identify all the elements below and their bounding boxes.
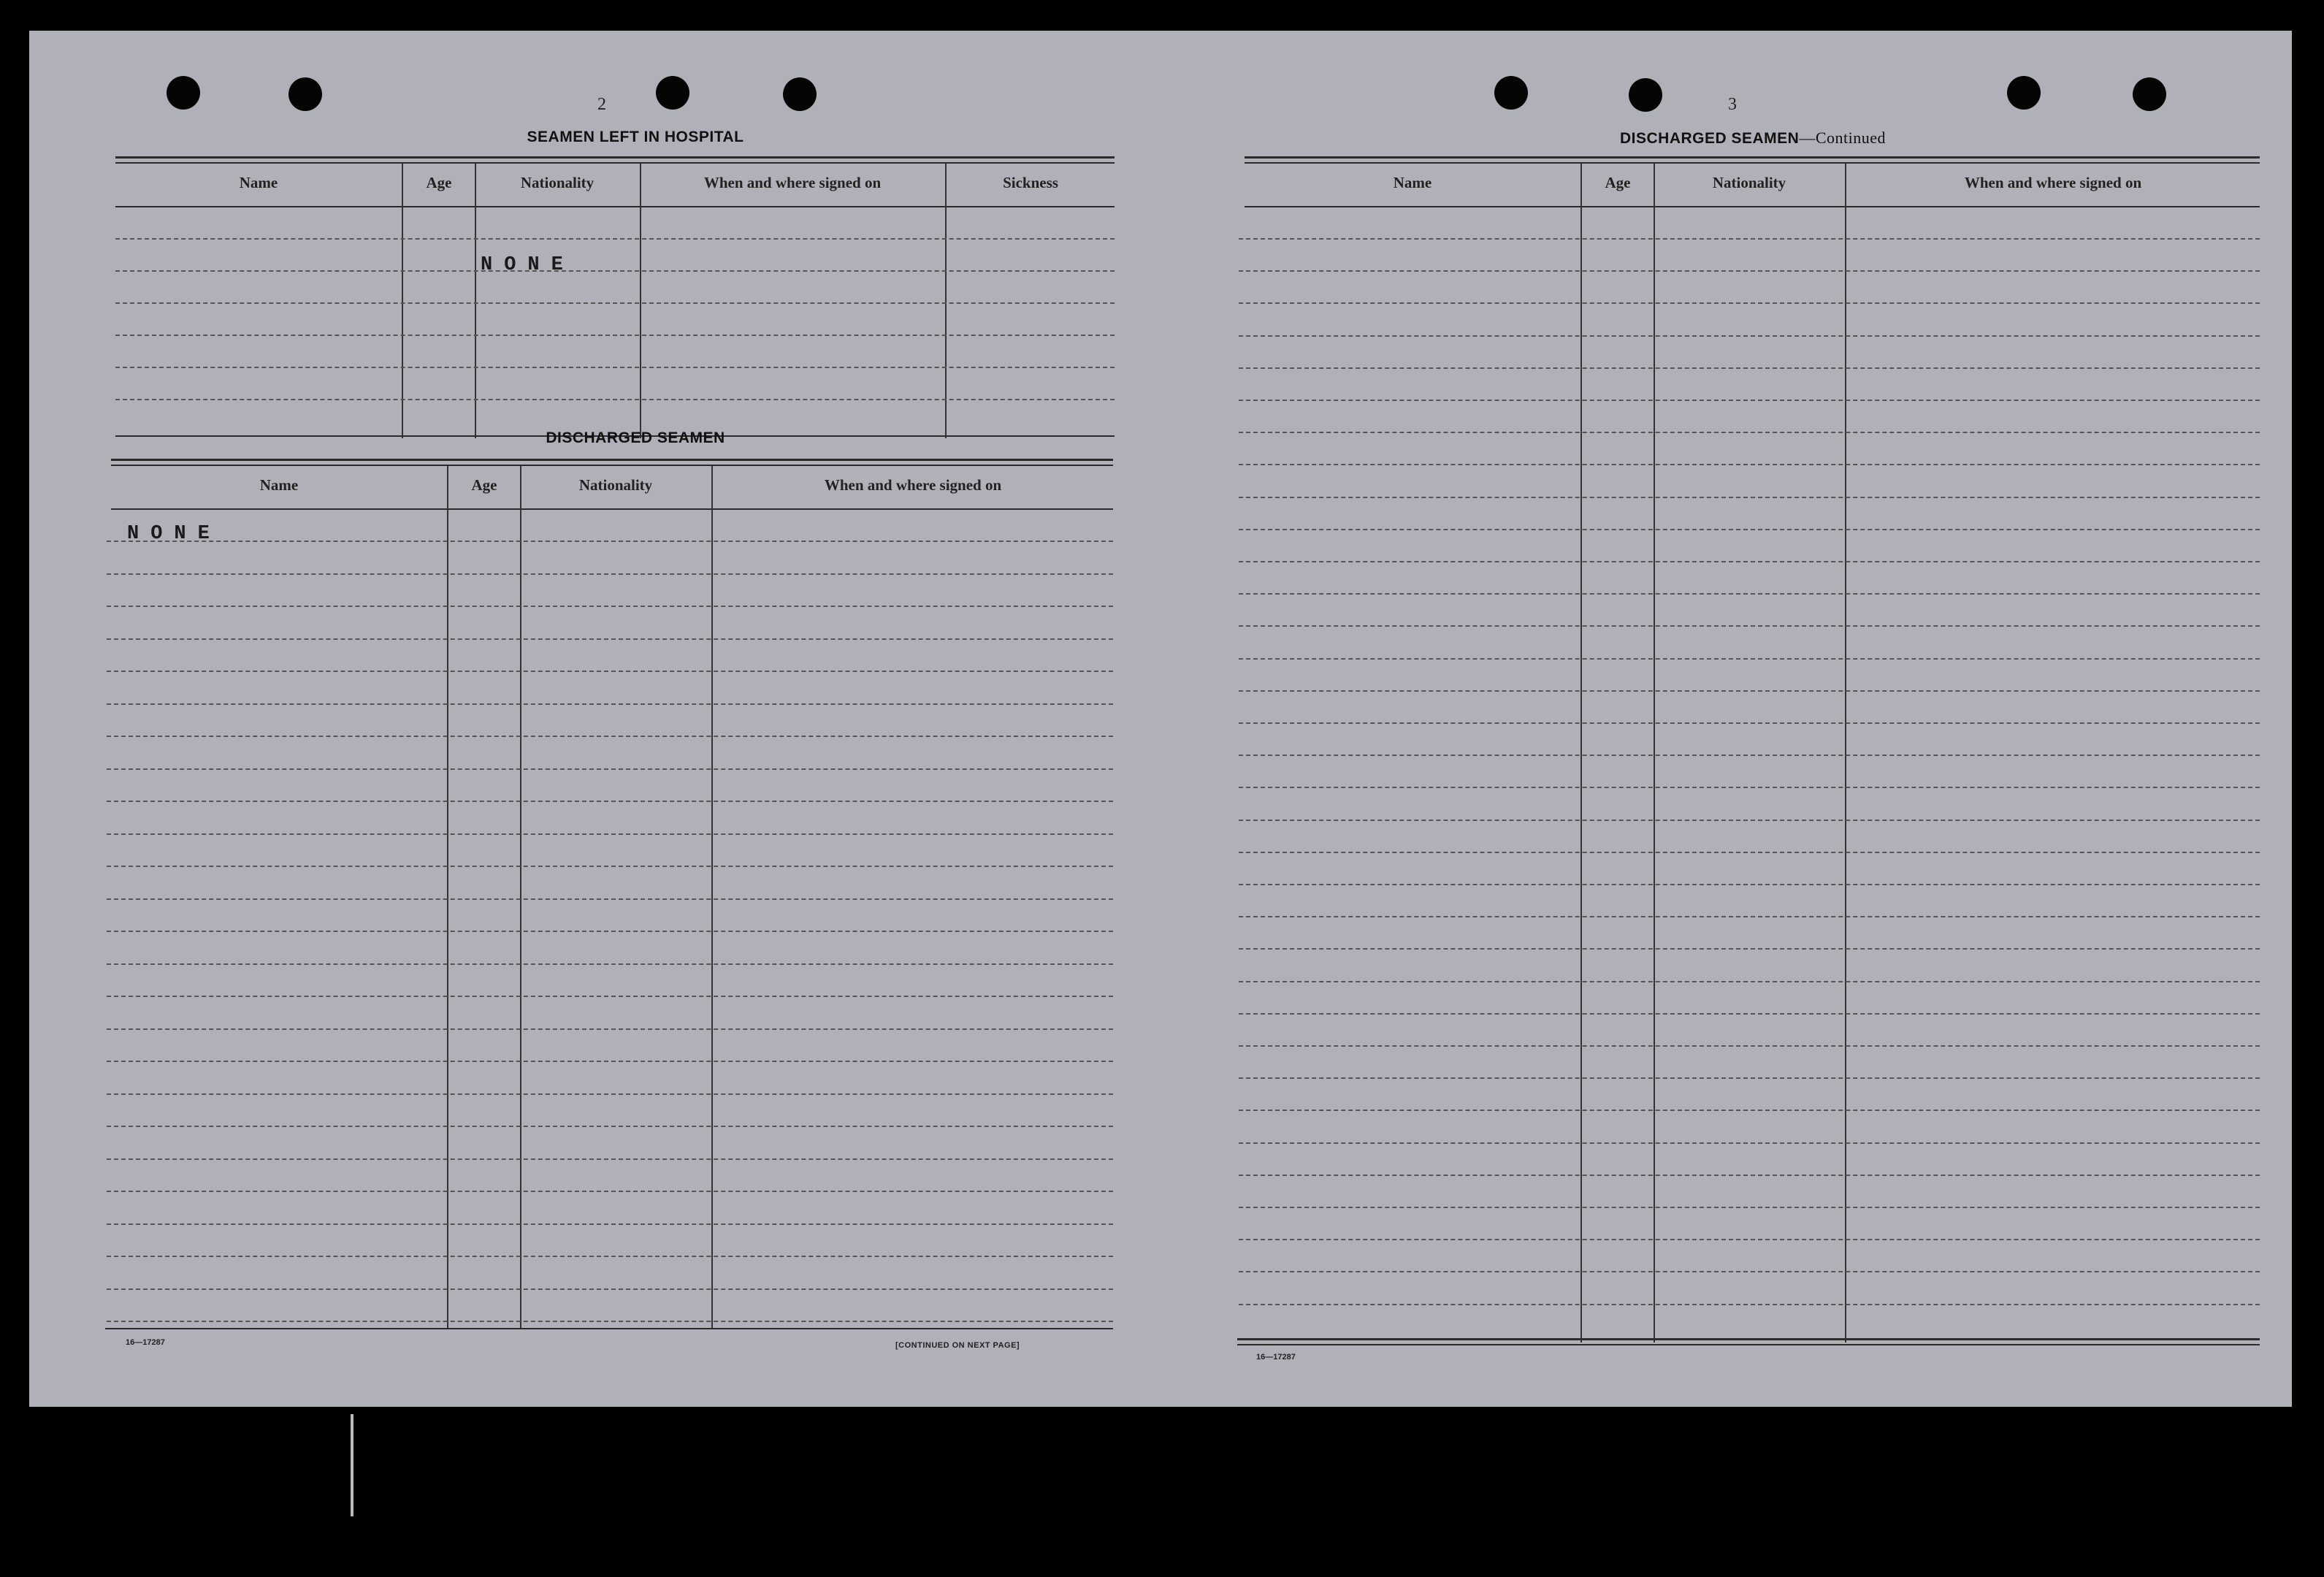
hospital-col-signed-on: When and where signed on xyxy=(703,174,882,191)
right-table-bottom-rule xyxy=(1237,1338,2260,1340)
table-row-line xyxy=(107,1028,1113,1030)
table-row-line xyxy=(1239,302,2260,304)
table-row-line xyxy=(107,1191,1113,1192)
table-row-line xyxy=(107,1223,1113,1225)
table-row-line xyxy=(107,638,1113,640)
punch-hole xyxy=(2133,77,2166,111)
table-row-line xyxy=(107,768,1113,770)
document-sheet xyxy=(29,31,2292,1407)
table-row-line xyxy=(1239,1077,2260,1079)
hospital-row-line xyxy=(115,335,1115,336)
table-row-line xyxy=(1239,658,2260,660)
table-row-line xyxy=(1239,1207,2260,1208)
table-row-line xyxy=(1239,948,2260,950)
punch-hole xyxy=(656,76,689,110)
discharged-continued-title-suffix: —Continued xyxy=(1799,129,1887,147)
table-row-line xyxy=(1239,464,2260,465)
hospital-row-line xyxy=(115,367,1115,368)
right-col-divider xyxy=(1580,164,1582,1343)
hospital-entry-none: NONE xyxy=(481,254,575,276)
right-table-top-rule xyxy=(1245,162,2260,164)
table-row-line xyxy=(107,1158,1113,1160)
table-row-line xyxy=(1239,884,2260,885)
table-row-line xyxy=(107,866,1113,867)
table-row-line xyxy=(1239,270,2260,272)
right-col-divider xyxy=(1845,164,1846,1343)
hospital-row-line xyxy=(115,399,1115,400)
right-col-name: Name xyxy=(1393,174,1432,191)
table-row-line xyxy=(1239,238,2260,240)
right-table-bottom-rule xyxy=(1237,1344,2260,1345)
form-number-right: 16—17287 xyxy=(1256,1353,1296,1362)
table-row-line xyxy=(1239,400,2260,401)
hospital-col-name: Name xyxy=(239,174,278,191)
hospital-table-top-rule xyxy=(115,156,1115,159)
discharged-continued-title xyxy=(1497,129,2008,148)
discharged-col-divider xyxy=(711,466,713,1328)
page-number-right: 3 xyxy=(1728,95,1737,114)
discharged-table-bottom-rule xyxy=(105,1328,1113,1329)
right-col-divider xyxy=(1654,164,1655,1343)
paper-edge-mark xyxy=(351,1414,353,1516)
hospital-col-divider xyxy=(945,164,947,438)
table-row-line xyxy=(1239,497,2260,498)
table-row-line xyxy=(107,963,1113,965)
discharged-table-top-rule xyxy=(111,459,1113,461)
table-row-line xyxy=(1239,1239,2260,1240)
table-row-line xyxy=(1239,593,2260,595)
hospital-col-divider xyxy=(640,164,641,438)
discharged-entry-none: NONE xyxy=(127,523,221,545)
table-row-line xyxy=(1239,1142,2260,1144)
table-row-line xyxy=(1239,690,2260,692)
punch-hole xyxy=(167,76,200,110)
right-table-top-rule xyxy=(1245,156,2260,159)
hospital-col-divider xyxy=(402,164,403,438)
table-row-line xyxy=(107,606,1113,607)
table-row-line xyxy=(1239,755,2260,756)
table-row-line xyxy=(107,1321,1113,1322)
table-row-line xyxy=(1239,561,2260,562)
table-row-line xyxy=(1239,1175,2260,1176)
table-row-line xyxy=(1239,625,2260,627)
discharged-col-nationality: Nationality xyxy=(578,476,653,494)
hospital-col-divider xyxy=(475,164,476,438)
table-row-line xyxy=(107,1093,1113,1095)
table-row-line xyxy=(1239,1271,2260,1272)
right-header-rule xyxy=(1245,206,2260,207)
table-row-line xyxy=(107,1256,1113,1257)
discharged-col-divider xyxy=(447,466,448,1328)
table-row-line xyxy=(1239,1110,2260,1111)
form-number-left: 16—17287 xyxy=(126,1338,165,1347)
page-number-left: 2 xyxy=(597,95,606,114)
hospital-row-line xyxy=(115,302,1115,304)
discharged-col-divider xyxy=(520,466,521,1328)
table-row-line xyxy=(1239,820,2260,821)
table-row-line xyxy=(1239,367,2260,369)
discharged-col-age: Age xyxy=(471,476,497,494)
table-row-line xyxy=(107,833,1113,835)
punch-hole xyxy=(783,77,817,111)
table-row-line xyxy=(107,541,1113,542)
table-row-line xyxy=(107,931,1113,932)
hospital-section-title: SEAMEN LEFT IN HOSPITAL xyxy=(527,129,744,145)
table-row-line xyxy=(107,801,1113,802)
right-col-nationality: Nationality xyxy=(1712,174,1786,191)
table-row-line xyxy=(107,1126,1113,1127)
table-row-line xyxy=(107,996,1113,997)
discharged-header-rule xyxy=(111,508,1113,510)
table-row-line xyxy=(1239,981,2260,982)
hospital-row-line xyxy=(115,238,1115,240)
table-row-line xyxy=(1239,1045,2260,1047)
continued-note: [CONTINUED ON NEXT PAGE] xyxy=(895,1341,1020,1350)
right-col-age: Age xyxy=(1605,174,1631,191)
table-row-line xyxy=(107,1288,1113,1290)
table-row-line xyxy=(107,703,1113,705)
hospital-col-sickness: Sickness xyxy=(1003,174,1058,191)
table-row-line xyxy=(1239,1304,2260,1305)
punch-hole xyxy=(2007,76,2041,110)
discharged-section-title: DISCHARGED SEAMEN xyxy=(546,429,725,446)
punch-hole xyxy=(1494,76,1528,110)
discharged-col-name: Name xyxy=(259,476,299,494)
discharged-table-top-rule xyxy=(111,465,1113,466)
table-row-line xyxy=(107,573,1113,575)
table-row-line xyxy=(1239,852,2260,853)
discharged-continued-title-main: DISCHARGED SEAMEN xyxy=(1619,130,1800,147)
table-row-line xyxy=(107,898,1113,900)
discharged-col-signed-on: When and where signed on xyxy=(824,476,1002,494)
hospital-col-age: Age xyxy=(426,174,452,191)
table-row-line xyxy=(107,736,1113,737)
table-row-line xyxy=(1239,529,2260,530)
table-row-line xyxy=(1239,335,2260,337)
hospital-col-nationality: Nationality xyxy=(520,174,595,191)
hospital-table-top-rule xyxy=(115,162,1115,164)
hospital-header-rule xyxy=(115,206,1115,207)
table-row-line xyxy=(1239,787,2260,788)
hospital-row-line xyxy=(115,270,1115,272)
right-col-signed-on: When and where signed on xyxy=(1964,174,2142,191)
table-row-line xyxy=(1239,722,2260,724)
table-row-line xyxy=(1239,1013,2260,1015)
table-row-line xyxy=(107,671,1113,672)
table-row-line xyxy=(107,1061,1113,1062)
punch-hole xyxy=(288,77,322,111)
table-row-line xyxy=(1239,916,2260,917)
table-row-line xyxy=(1239,432,2260,433)
punch-hole xyxy=(1629,78,1662,112)
